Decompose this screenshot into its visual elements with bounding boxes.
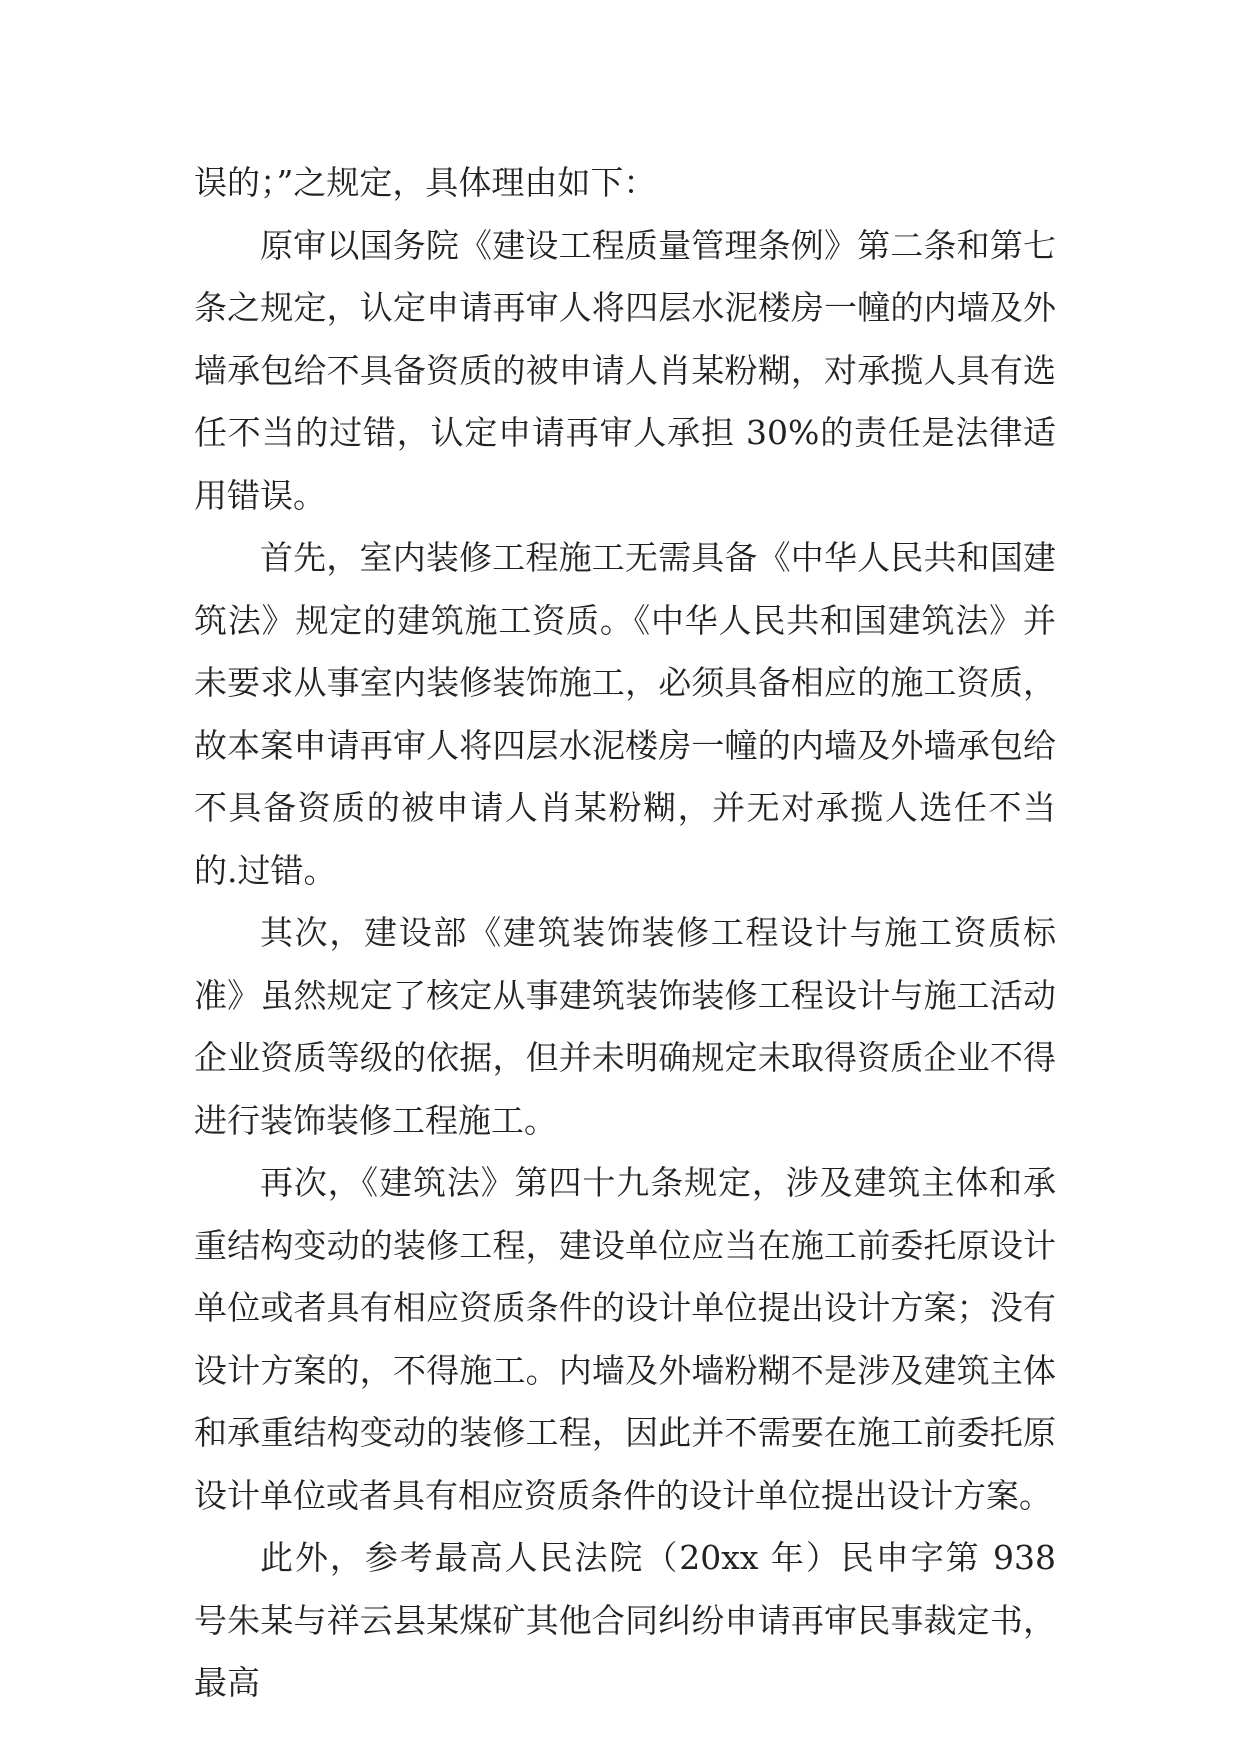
paragraph-additional-reference: 此外，参考最高人民法院（20xx 年）民申字第 938 号朱某与祥云县某煤矿其他合同纠纷申请再审民事裁定书，最高 bbox=[194, 1538, 1056, 1702]
paragraph-continuation: 误的；”之规定，具体理由如下： bbox=[194, 163, 657, 202]
paragraph-second-reason: 其次，建设部《建筑装饰装修工程设计与施工资质标准》虽然规定了核定从事建筑装饰装修工程设计与施工活动企业资质等级的依据，但并未明确规定未取得资质企业不得进行装饰装修工程施工。 bbox=[194, 913, 1056, 1140]
paragraph-third-reason: 再次，《建筑法》第四十九条规定，涉及建筑主体和承重结构变动的装修工程，建设单位应当在施工前委托原设计单位或者具有相应资质条件的设计单位提出设计方案；没有设计方案的，不得施工。内墙及外墙粉糊不是涉及建筑主体和承重结构变动的装修工程，因此并不需要在施工前委托原设计单位或者具有相应资质条件的设计单位提出设计方案。 bbox=[194, 1163, 1056, 1515]
paragraph-first-reason: 首先，室内装修工程施工无需具备《中华人民共和国建筑法》规定的建筑施工资质。《中华人民共和国建筑法》并未要求从事室内装修装饰施工，必须具备相应的施工资质，故本案申请再审人将四层水泥楼房一幢的内墙及外墙承包给不具备资质的被申请人肖某粉糊，并无对承揽人选任不当的.过错。 bbox=[194, 538, 1056, 890]
document-body bbox=[194, 152, 1056, 1715]
paragraph-original-trial: 原审以国务院《建设工程质量管理条例》第二条和第七条之规定，认定申请再审人将四层水泥楼房一幢的内墙及外墙承包给不具备资质的被申请人肖某粉糊，对承揽人具有选任不当的过错，认定申请再审人承担 30%的责任是法律适用错误。 bbox=[194, 225, 1056, 515]
